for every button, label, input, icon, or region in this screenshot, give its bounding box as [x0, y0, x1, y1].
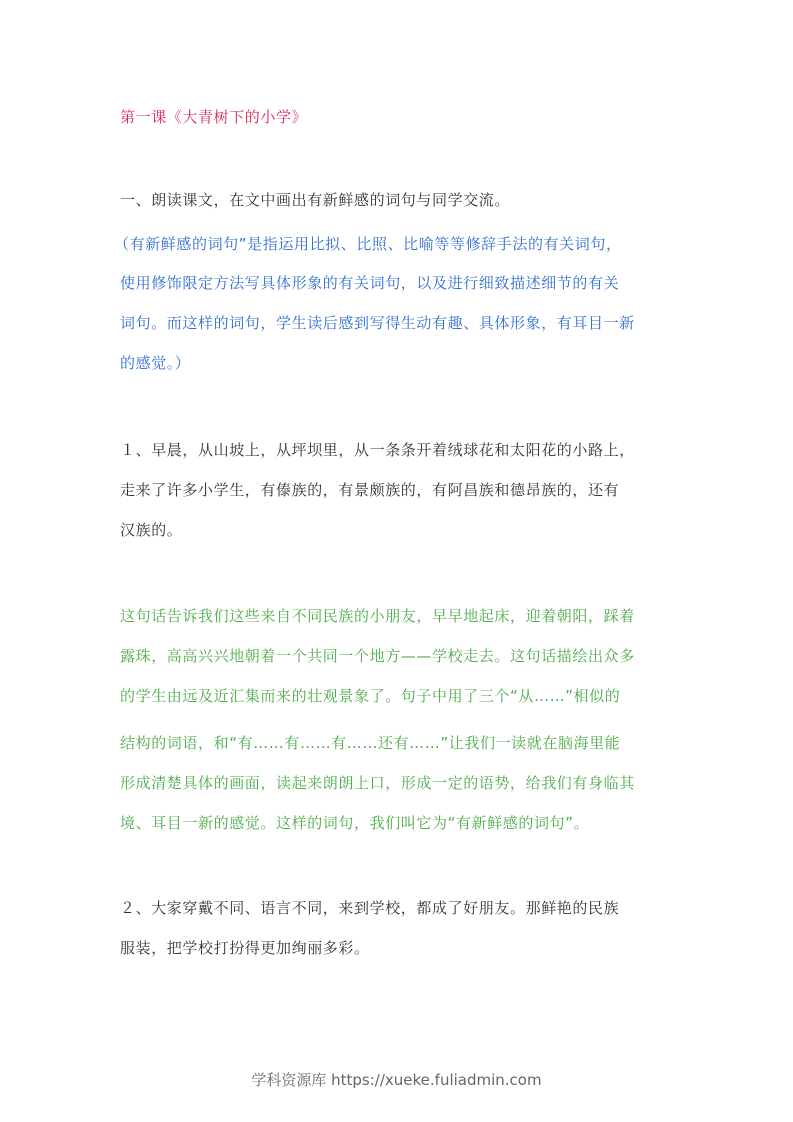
footer-watermark: 学科资源库 https://xueke.fuliadmin.com [251, 1071, 542, 1089]
definition-line: （有新鲜感的词句”是指运用比拟、比照、比喻等等修辞手法的有关词句， [114, 235, 622, 253]
example-line: ２、大家穿戴不同、语言不同，来到学校，都成了好朋友。那鲜艳的民族 [120, 899, 620, 917]
example-line: 走来了许多小学生，有傣族的，有景颇族的，有阿昌族和德昂族的，还有 [120, 481, 620, 499]
example-line: １、早晨，从山坡上，从坪坝里，从一条条开着绒球花和太阳花的小路上， [120, 441, 635, 459]
analysis-line: 这句话告诉我们这些来自不同民族的小朋友，早早地起床，迎着朝阳，踩着 [120, 607, 635, 625]
analysis-line: 形成清楚具体的画面，读起来朗朗上口，形成一定的语势，给我们有身临其 [120, 774, 635, 792]
analysis-line: 结构的词语，和“有……有……有……还有……”让我们一读就在脑海里能 [120, 734, 621, 752]
analysis-line: 露珠，高高兴兴地朝着一个共同一个地方——学校走去。这句话描绘出众多 [120, 647, 635, 665]
example-line: 服装，把学校打扮得更加绚丽多彩。 [120, 939, 370, 957]
definition-line: 词句。而这样的词句，学生读后感到写得生动有趣、具体形象，有耳目一新 [120, 314, 635, 332]
analysis-line: 境、耳目一新的感觉。这样的词句，我们叫它为“有新鲜感的词句”。 [120, 814, 590, 832]
section-heading: 一、朗读课文，在文中画出有新鲜感的词句与同学交流。 [120, 191, 511, 209]
definition-line: 使用修饰限定方法写具体形象的有关词句，以及进行细致描述细节的有关 [120, 274, 620, 292]
analysis-line: 的学生由远及近汇集而来的壮观景象了。句子中用了三个“从……”相似的 [120, 687, 621, 705]
definition-line: 的感觉。） [120, 354, 191, 372]
example-line: 汉族的。 [120, 521, 183, 539]
lesson-title: 第一课《大青树下的小学》 [120, 108, 308, 126]
